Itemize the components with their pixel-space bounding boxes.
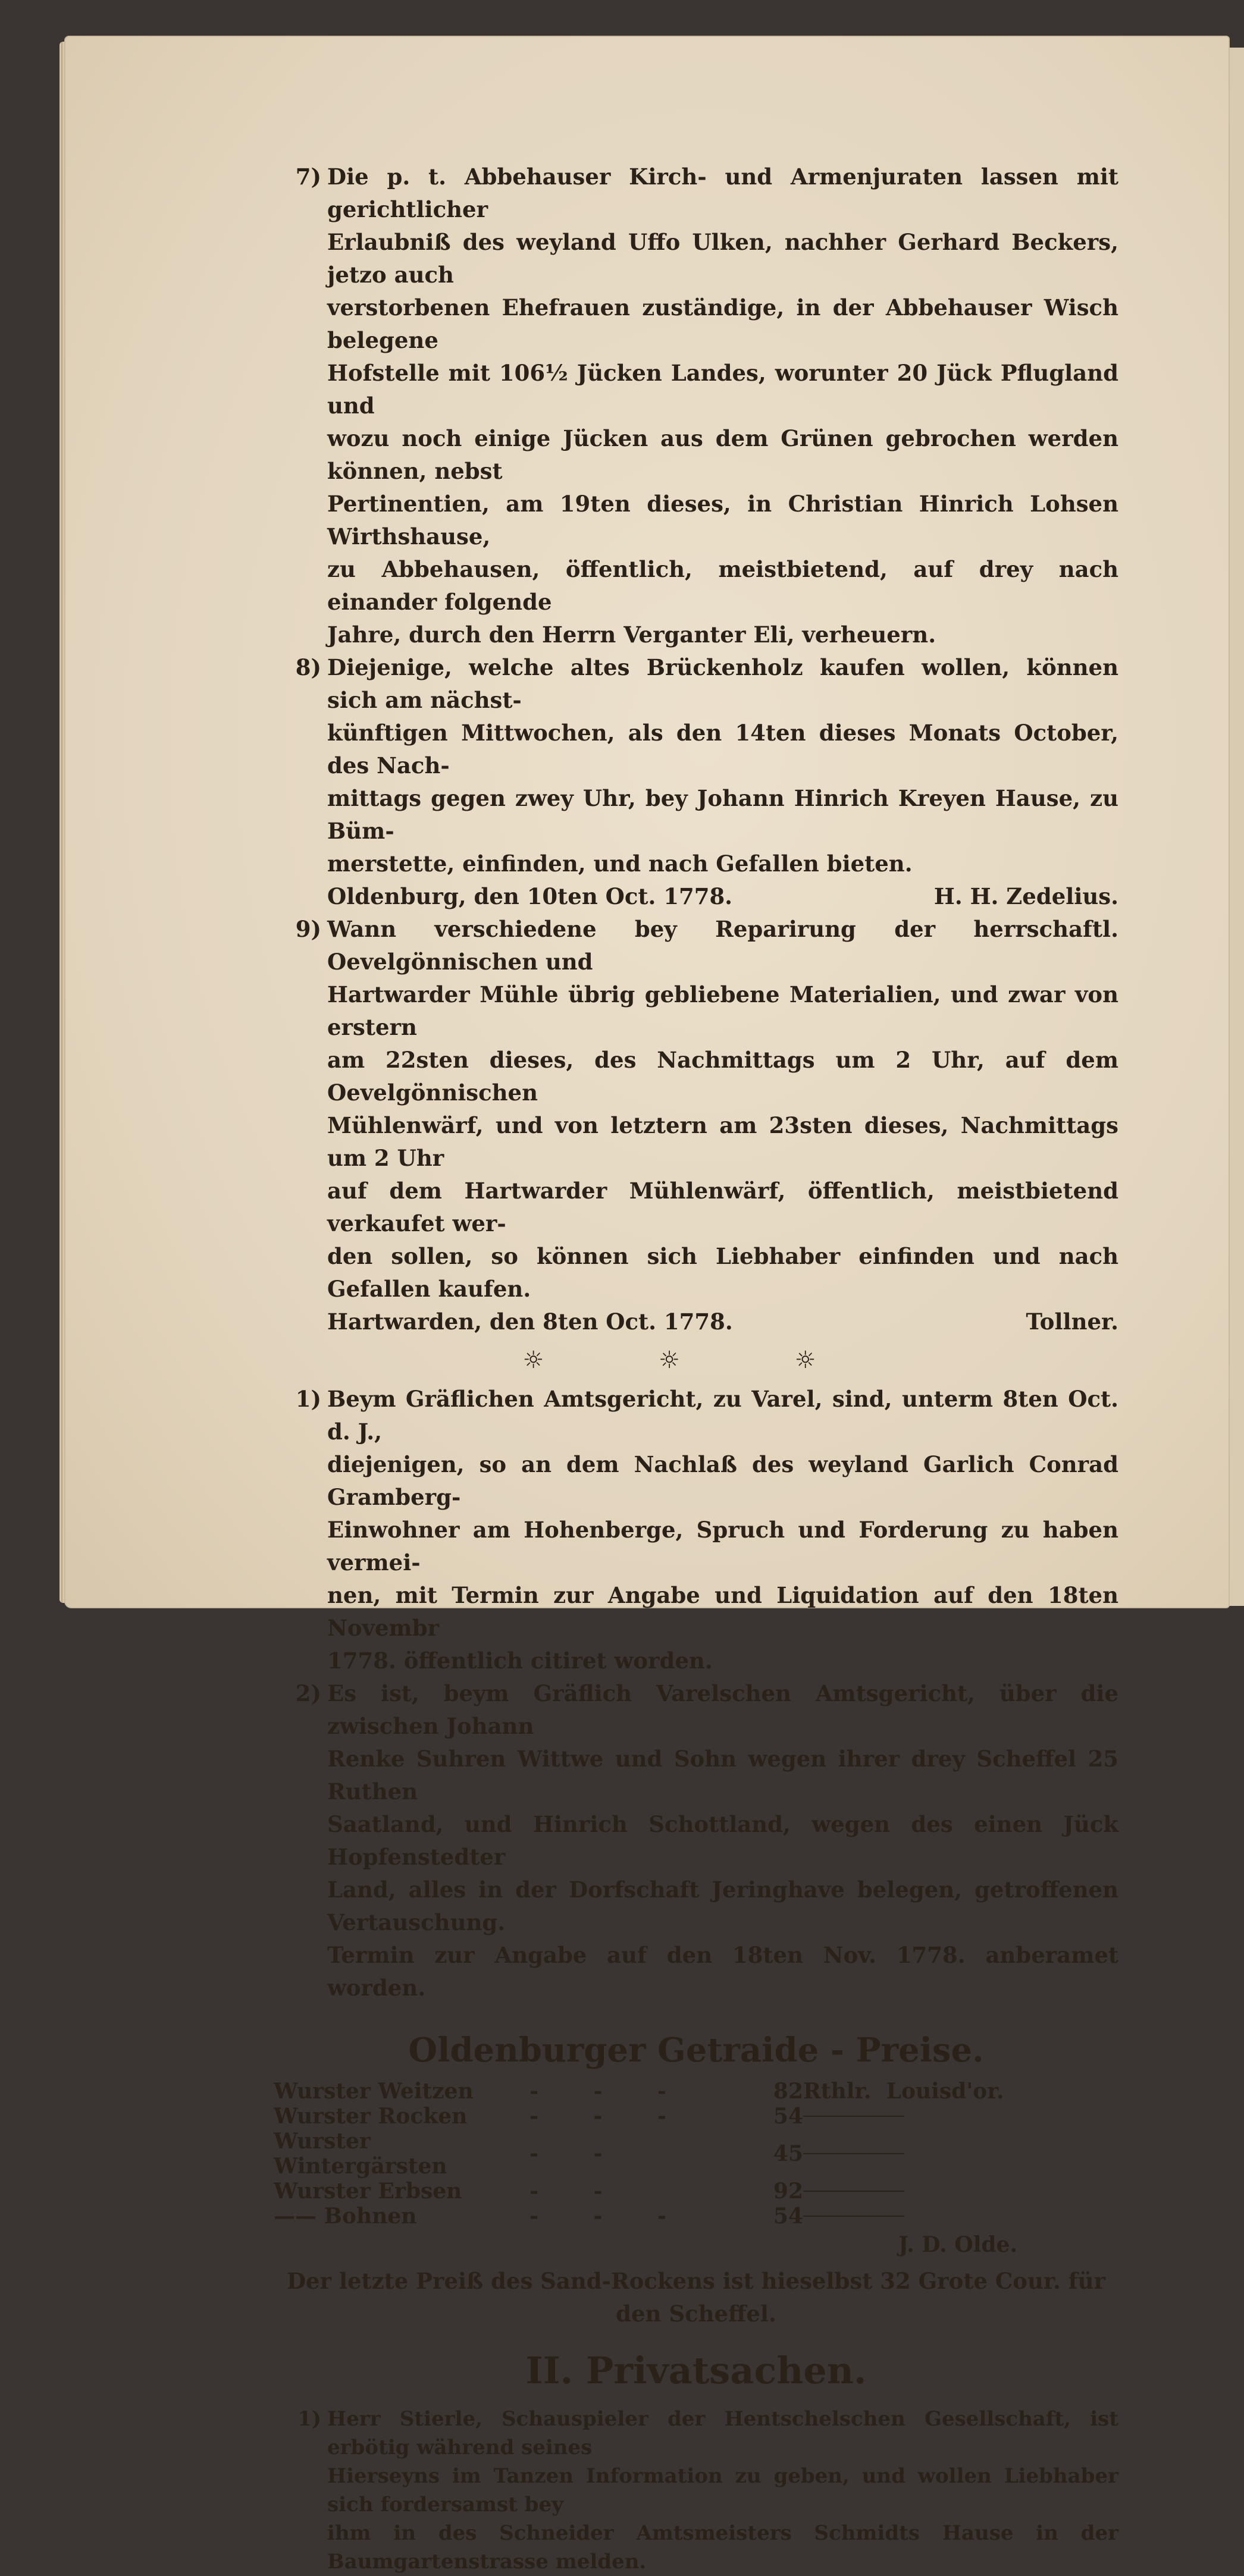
- text-line: wozu noch einige Jücken aus dem Grünen gebrochen werden können, nebst: [327, 425, 1118, 484]
- text-line: Mühlenwärf, und von letztern am 23sten dieses, Nachmittags um 2 Uhr: [327, 1112, 1118, 1171]
- text-line: Pertinentien, am 19ten dieses, in Christian Hinrich Lohsen Wirthshause,: [327, 491, 1118, 550]
- entry-body: [327, 2405, 1118, 2576]
- text-line: auf dem Hartwarder Mühlenwärf, öffentlich, meistbietend verkaufet wer-: [327, 1178, 1118, 1237]
- text-line: Renke Suhren Wittwe und Sohn wegen ihrer drey Scheffel 25 Ruthen: [327, 1746, 1118, 1805]
- table-row: [274, 2129, 1118, 2179]
- entry-number: 1): [297, 2407, 321, 2431]
- blank-rule: [803, 2116, 904, 2117]
- table-cell: Wurster Weitzen: [274, 2079, 474, 2104]
- text-line: 1778. öffentlich citiret worden.: [327, 1648, 713, 1674]
- entry-body: [327, 651, 1118, 880]
- entry-body: [327, 913, 1118, 1306]
- signature-place-date: Hartwarden, den 8ten Oct. 1778.: [327, 1309, 733, 1335]
- text-line: nen, mit Termin zur Angabe und Liquidation auf den 18ten Novembr: [327, 1582, 1118, 1641]
- entry-9: [274, 913, 1118, 1306]
- blank-rule: [803, 2153, 904, 2154]
- text-line: Es ist, beym Gräflich Varelschen Amtsgericht, über die zwischen Johann: [327, 1680, 1118, 1739]
- text-line: Hofstelle mit 106½ Jücken Landes, worunter 20 Jück Pflugland und: [327, 360, 1118, 419]
- table-cell-blank: [803, 2129, 1118, 2179]
- table-cell: [803, 2079, 1118, 2104]
- table-cell: Wurster Rocken: [274, 2104, 468, 2129]
- text-line: verstorbenen Ehefrauen zuständige, in der Abbehauser Wisch belegene: [327, 294, 1118, 353]
- table-row: [274, 2079, 1118, 2104]
- entry-number: 7): [295, 164, 321, 190]
- entry-b-2: [274, 1677, 1118, 2004]
- entry-7: [274, 161, 1118, 651]
- signature-name: H. H. Zedelius.: [933, 883, 1118, 909]
- text-line: Beym Gräflichen Amtsgericht, zu Varel, sind, unterm 8ten Oct. d. J.,: [327, 1386, 1118, 1445]
- section-heading: II. Privatsachen.: [525, 2349, 867, 2392]
- table-cell: - -: [529, 2179, 626, 2204]
- louisdor-header: Louisd'or.: [886, 2079, 1004, 2104]
- signature-line: [274, 880, 1118, 913]
- entry-number: 9): [295, 916, 321, 942]
- entry-body: [327, 1383, 1118, 1677]
- sun-ornaments: ☼ ☼ ☼: [522, 1347, 870, 1374]
- text-line: den sollen, so können sich Liebhaber einfinden und nach Gefallen kaufen.: [327, 1243, 1118, 1302]
- signature-line: [274, 1306, 1118, 1338]
- rthlr-header: Rthlr.: [803, 2079, 872, 2104]
- entry-number: 2): [295, 1680, 321, 1706]
- text-line: Die p. t. Abbehauser Kirch- und Armenjuraten lassen mit gerichtlicher: [327, 164, 1118, 222]
- text-line: zu Abbehausen, öffentlich, meistbietend, auf drey nach einander folgende: [327, 556, 1118, 615]
- entry-number: 8): [295, 654, 321, 680]
- text-line: künftigen Mittwochen, als den 14ten dieses Monats October, des Nach-: [327, 720, 1118, 779]
- text-line: Hierseyns im Tanzen Information zu geben, und wollen Liebhaber sich fordersamst bey: [327, 2464, 1118, 2517]
- prices-note: Der letzte Preiß des Sand-Rockens ist hieselbst 32 Grote Cour. für den Scheffel.: [286, 2268, 1106, 2327]
- table-cell-blank: [803, 2104, 1118, 2129]
- text-line: Saatland, und Hinrich Schottland, wegen des einen Jück Hopfenstedter: [327, 1811, 1118, 1870]
- table-cell: 54: [773, 2104, 803, 2129]
- text-line: Land, alles in der Dorfschaft Jeringhave belegen, getroffenen Vertauschung.: [327, 1877, 1118, 1935]
- table-cell: Wurster Wintergärsten: [274, 2129, 447, 2179]
- entry-body: [327, 161, 1118, 651]
- private-entry-1: [274, 2405, 1118, 2576]
- entry-8: [274, 651, 1118, 880]
- table-cell: - -: [529, 2141, 626, 2166]
- blank-rule: [803, 2216, 904, 2217]
- table-cell-blank: [803, 2179, 1118, 2204]
- signature-place-date: Oldenburg, den 10ten Oct. 1778.: [327, 883, 733, 909]
- text-line: Termin zur Angabe auf den 18ten Nov. 1778. anberamet worden.: [327, 1942, 1118, 2001]
- text-line: Einwohner am Hohenberge, Spruch und Forderung zu haben vermei-: [327, 1517, 1118, 1576]
- text-line: diejenigen, so an dem Nachlaß des weyland Garlich Conrad Gramberg-: [327, 1451, 1118, 1510]
- text-line: merstette, einfinden, und nach Gefallen bieten.: [327, 851, 913, 877]
- table-cell-blank: [803, 2204, 1118, 2229]
- entry-number: 1): [295, 1386, 321, 1412]
- entry-b-1: [274, 1383, 1118, 1677]
- prices-heading: Oldenburger Getraide - Preise.: [408, 2031, 984, 2070]
- text-line: Diejenige, welche altes Brückenholz kaufen wollen, können sich am nächst-: [327, 654, 1118, 713]
- text-line: Hartwarder Mühle übrig gebliebene Materialien, und zwar von erstern: [327, 981, 1118, 1040]
- prices-signature: J. D. Olde.: [898, 2232, 1017, 2257]
- text-line: ihm in des Schneider Amtsmeisters Schmidts Hause in der Baumgartenstrasse melden.: [327, 2521, 1118, 2574]
- text-line: Jahre, durch den Herrn Verganter Eli, verheuern.: [327, 622, 936, 648]
- table-cell: 54: [773, 2204, 803, 2229]
- table-cell: 45: [773, 2141, 803, 2166]
- table-cell: Wurster Erbsen: [274, 2179, 462, 2204]
- text-line: am 22sten dieses, des Nachmittags um 2 Uhr, auf dem Oevelgönnischen: [327, 1047, 1118, 1106]
- table-row: [274, 2104, 1118, 2129]
- grain-price-table: [274, 2079, 1118, 2229]
- text-line: Wann verschiedene bey Reparirung der herrschaftl. Oevelgönnischen und: [327, 916, 1118, 975]
- page-text: [274, 161, 1118, 2576]
- table-row: [274, 2204, 1118, 2229]
- entry-body: [327, 1677, 1118, 2004]
- table-cell: - - -: [529, 2079, 690, 2104]
- text-line: mittags gegen zwey Uhr, bey Johann Hinrich Kreyen Hause, zu Büm-: [327, 785, 1118, 844]
- table-cell: —— Bohnen: [274, 2204, 417, 2229]
- text-line: Erlaubniß des weyland Uffo Ulken, nachher Gerhard Beckers, jetzo auch: [327, 229, 1118, 288]
- text-line: Herr Stierle, Schauspieler der Hentschelschen Gesellschaft, ist erbötig während seines: [327, 2407, 1118, 2459]
- table-cell: 92: [773, 2179, 803, 2204]
- blank-rule: [803, 2191, 904, 2192]
- table-cell: - - -: [529, 2104, 690, 2129]
- signature-name: Tollner.: [1026, 1309, 1118, 1335]
- table-row: [274, 2179, 1118, 2204]
- table-cell: - - -: [529, 2204, 690, 2229]
- table-cell: 82: [773, 2079, 803, 2104]
